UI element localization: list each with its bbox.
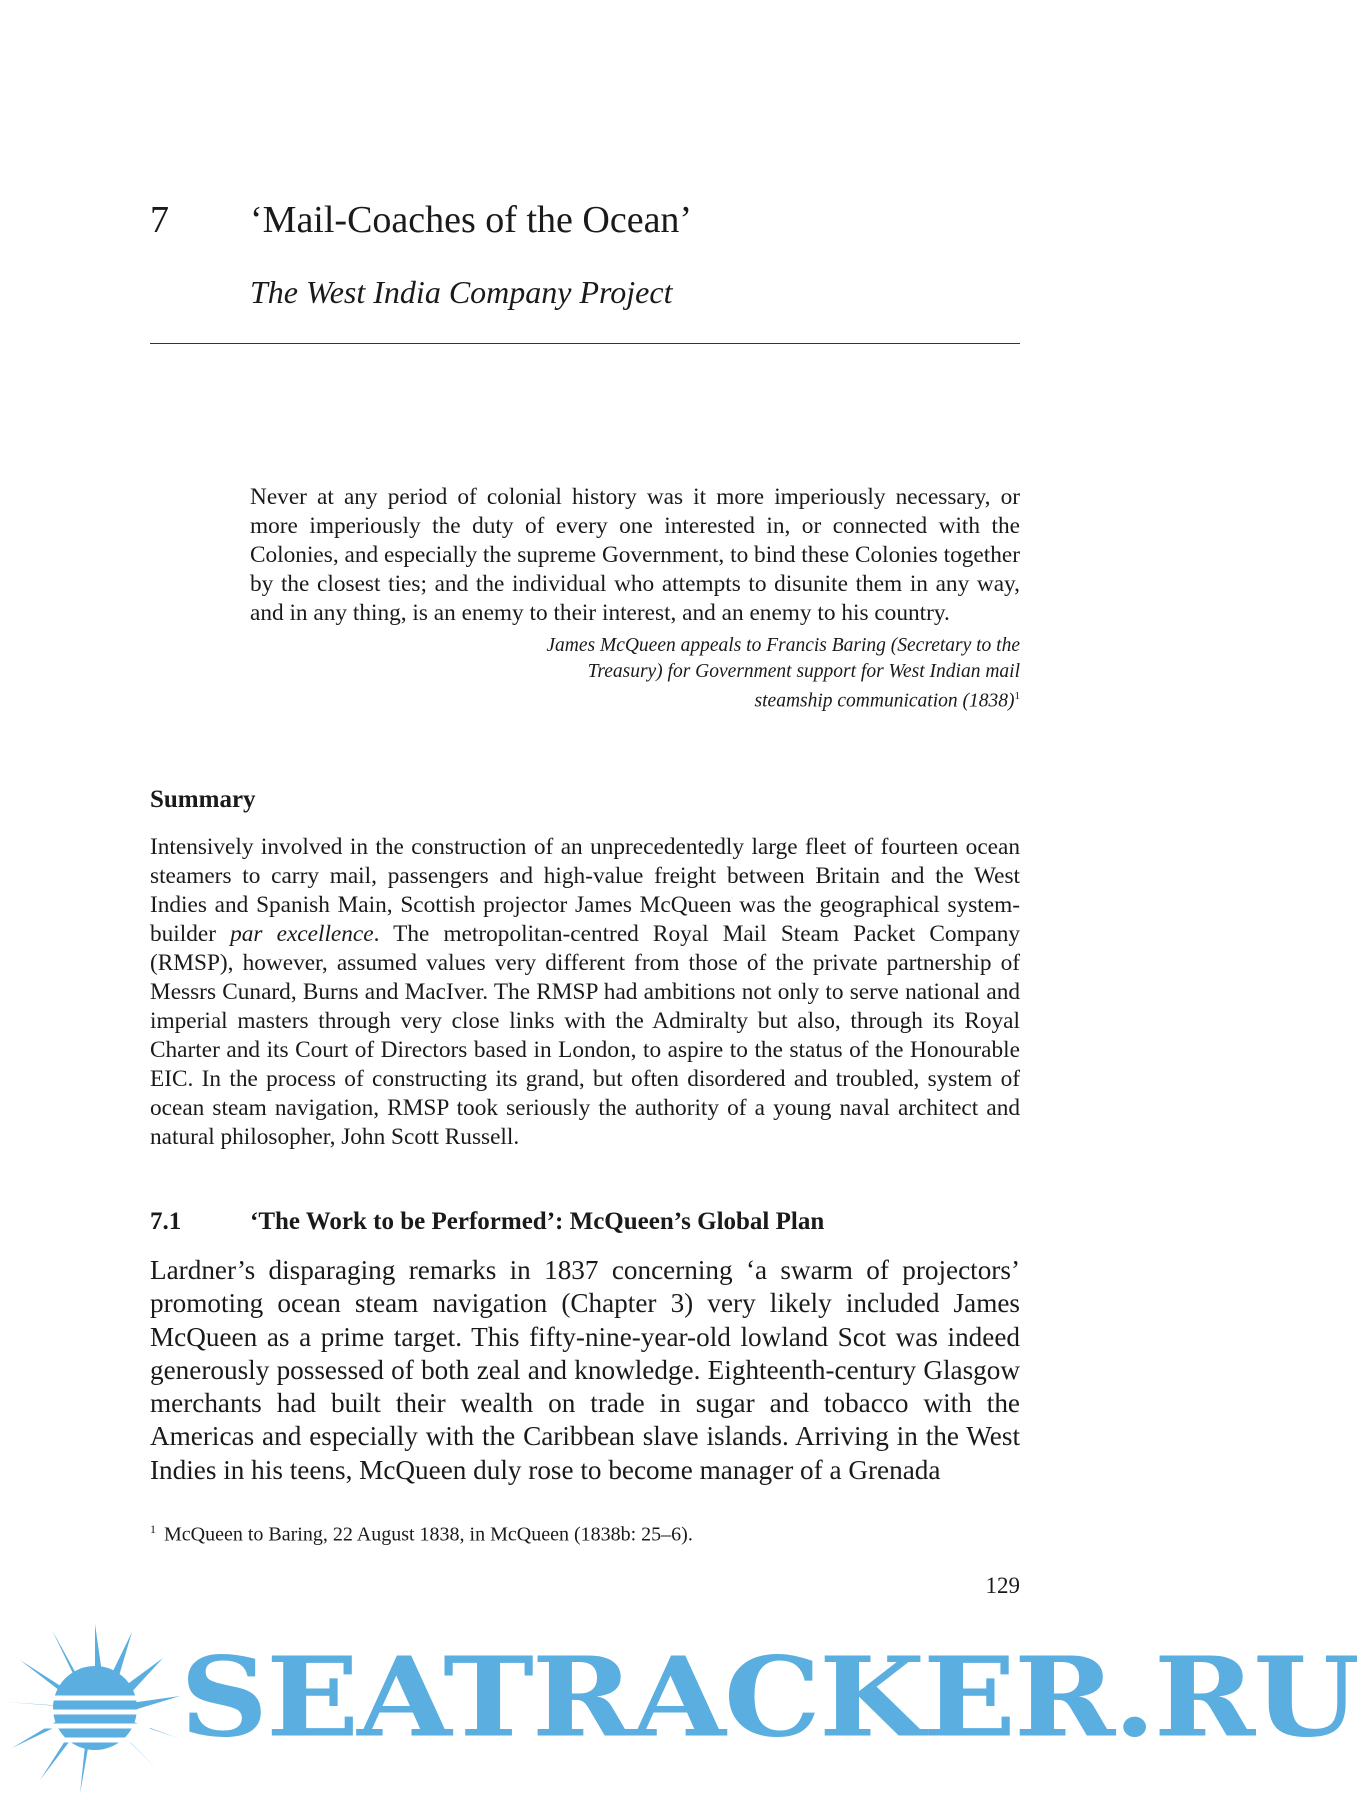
footnote-marker: 1 (150, 1522, 156, 1536)
attribution-line-2: Treasury) for Government support for West Indian mail (587, 660, 1020, 682)
chapter-number: 7 (150, 199, 169, 241)
footnote-text: McQueen to Baring, 22 August 1838, in McQueen (1838b: 25–6). (164, 1523, 693, 1546)
chapter-subtitle: The West India Company Project (250, 274, 673, 310)
summary-text-1: Intensively involved in the construction of an unprecedentedly large fleet of fourteen ocean steamers to carry mail, passengers and high-value freight between Britain and the West Indies and Spanish Main, Scottish projector James McQueen was the geographical system-builder (150, 834, 1020, 947)
summary-text-italic: par excellence (230, 921, 374, 947)
footnote (150, 1522, 1020, 1547)
watermark-text: SEATRACKER.RU (180, 1632, 1358, 1762)
summary-text-2: . The metropolitan-centred Royal Mail Steam Packet Company (RMSP), however, assumed values very different from those of the private partnership of Messrs Cunard, Burns and MacIver. The RMSP had ambitions not only to serve national and imperial masters through very close links with the Admiralty but also, through its Royal Charter and its Court of Directors based in London, to aspire to the status of the Honourable EIC. In the process of constructing its grand, but often disordered and troubled, system of ocean steam navigation, RMSP took seriously the authority of a young naval architect and natural philosopher, John Scott Russell. (150, 921, 1020, 1150)
epigraph-text: Never at any period of colonial history was it more imperiously necessary, or more imperiously the duty of every one interested in, or connected with the Colonies, and especially the supreme Government, to bind these Colonies together by the closest ties; and the individual who attempts to disunite them in any way, and in any thing, is an enemy to their interest, and an enemy to his country. (250, 484, 1020, 626)
section-number: 7.1 (150, 1208, 182, 1235)
attribution-line-1: James McQueen appeals to Francis Baring (Secretary to the (546, 635, 1020, 656)
watermark (0, 1620, 1358, 1796)
footnote-reference[interactable]: 1 (1014, 690, 1020, 702)
chapter-title: ‘Mail-Coaches of the Ocean’ (250, 199, 693, 241)
attribution-line-3: steamship communication (1838) (754, 690, 1015, 712)
heading-divider (150, 343, 1020, 344)
epigraph-attribution (250, 633, 1020, 714)
epigraph (250, 483, 1020, 714)
summary-paragraph (150, 833, 1020, 1152)
sunburst-logo-icon (0, 1620, 190, 1796)
summary-heading: Summary (150, 786, 256, 813)
page-number: 129 (985, 1573, 1020, 1598)
section-title: ‘The Work to be Performed’: McQueen’s Global Plan (250, 1208, 825, 1235)
body-paragraph: Lardner’s disparaging remarks in 1837 concerning ‘a swarm of projectors’ promoting ocean steam navigation (Chapter 3) very likely included James McQueen as a prime target. This fifty-nine-year-old lowland Scot was indeed generously possessed of both zeal and knowledge. Eighteenth-century Glasgow merchants had built their wealth on trade in sugar and tobacco with the Americas and especially with the Caribbean slave islands. Arriving in the West Indies in his teens, McQueen duly rose to become manager of a Grenada (150, 1255, 1020, 1485)
